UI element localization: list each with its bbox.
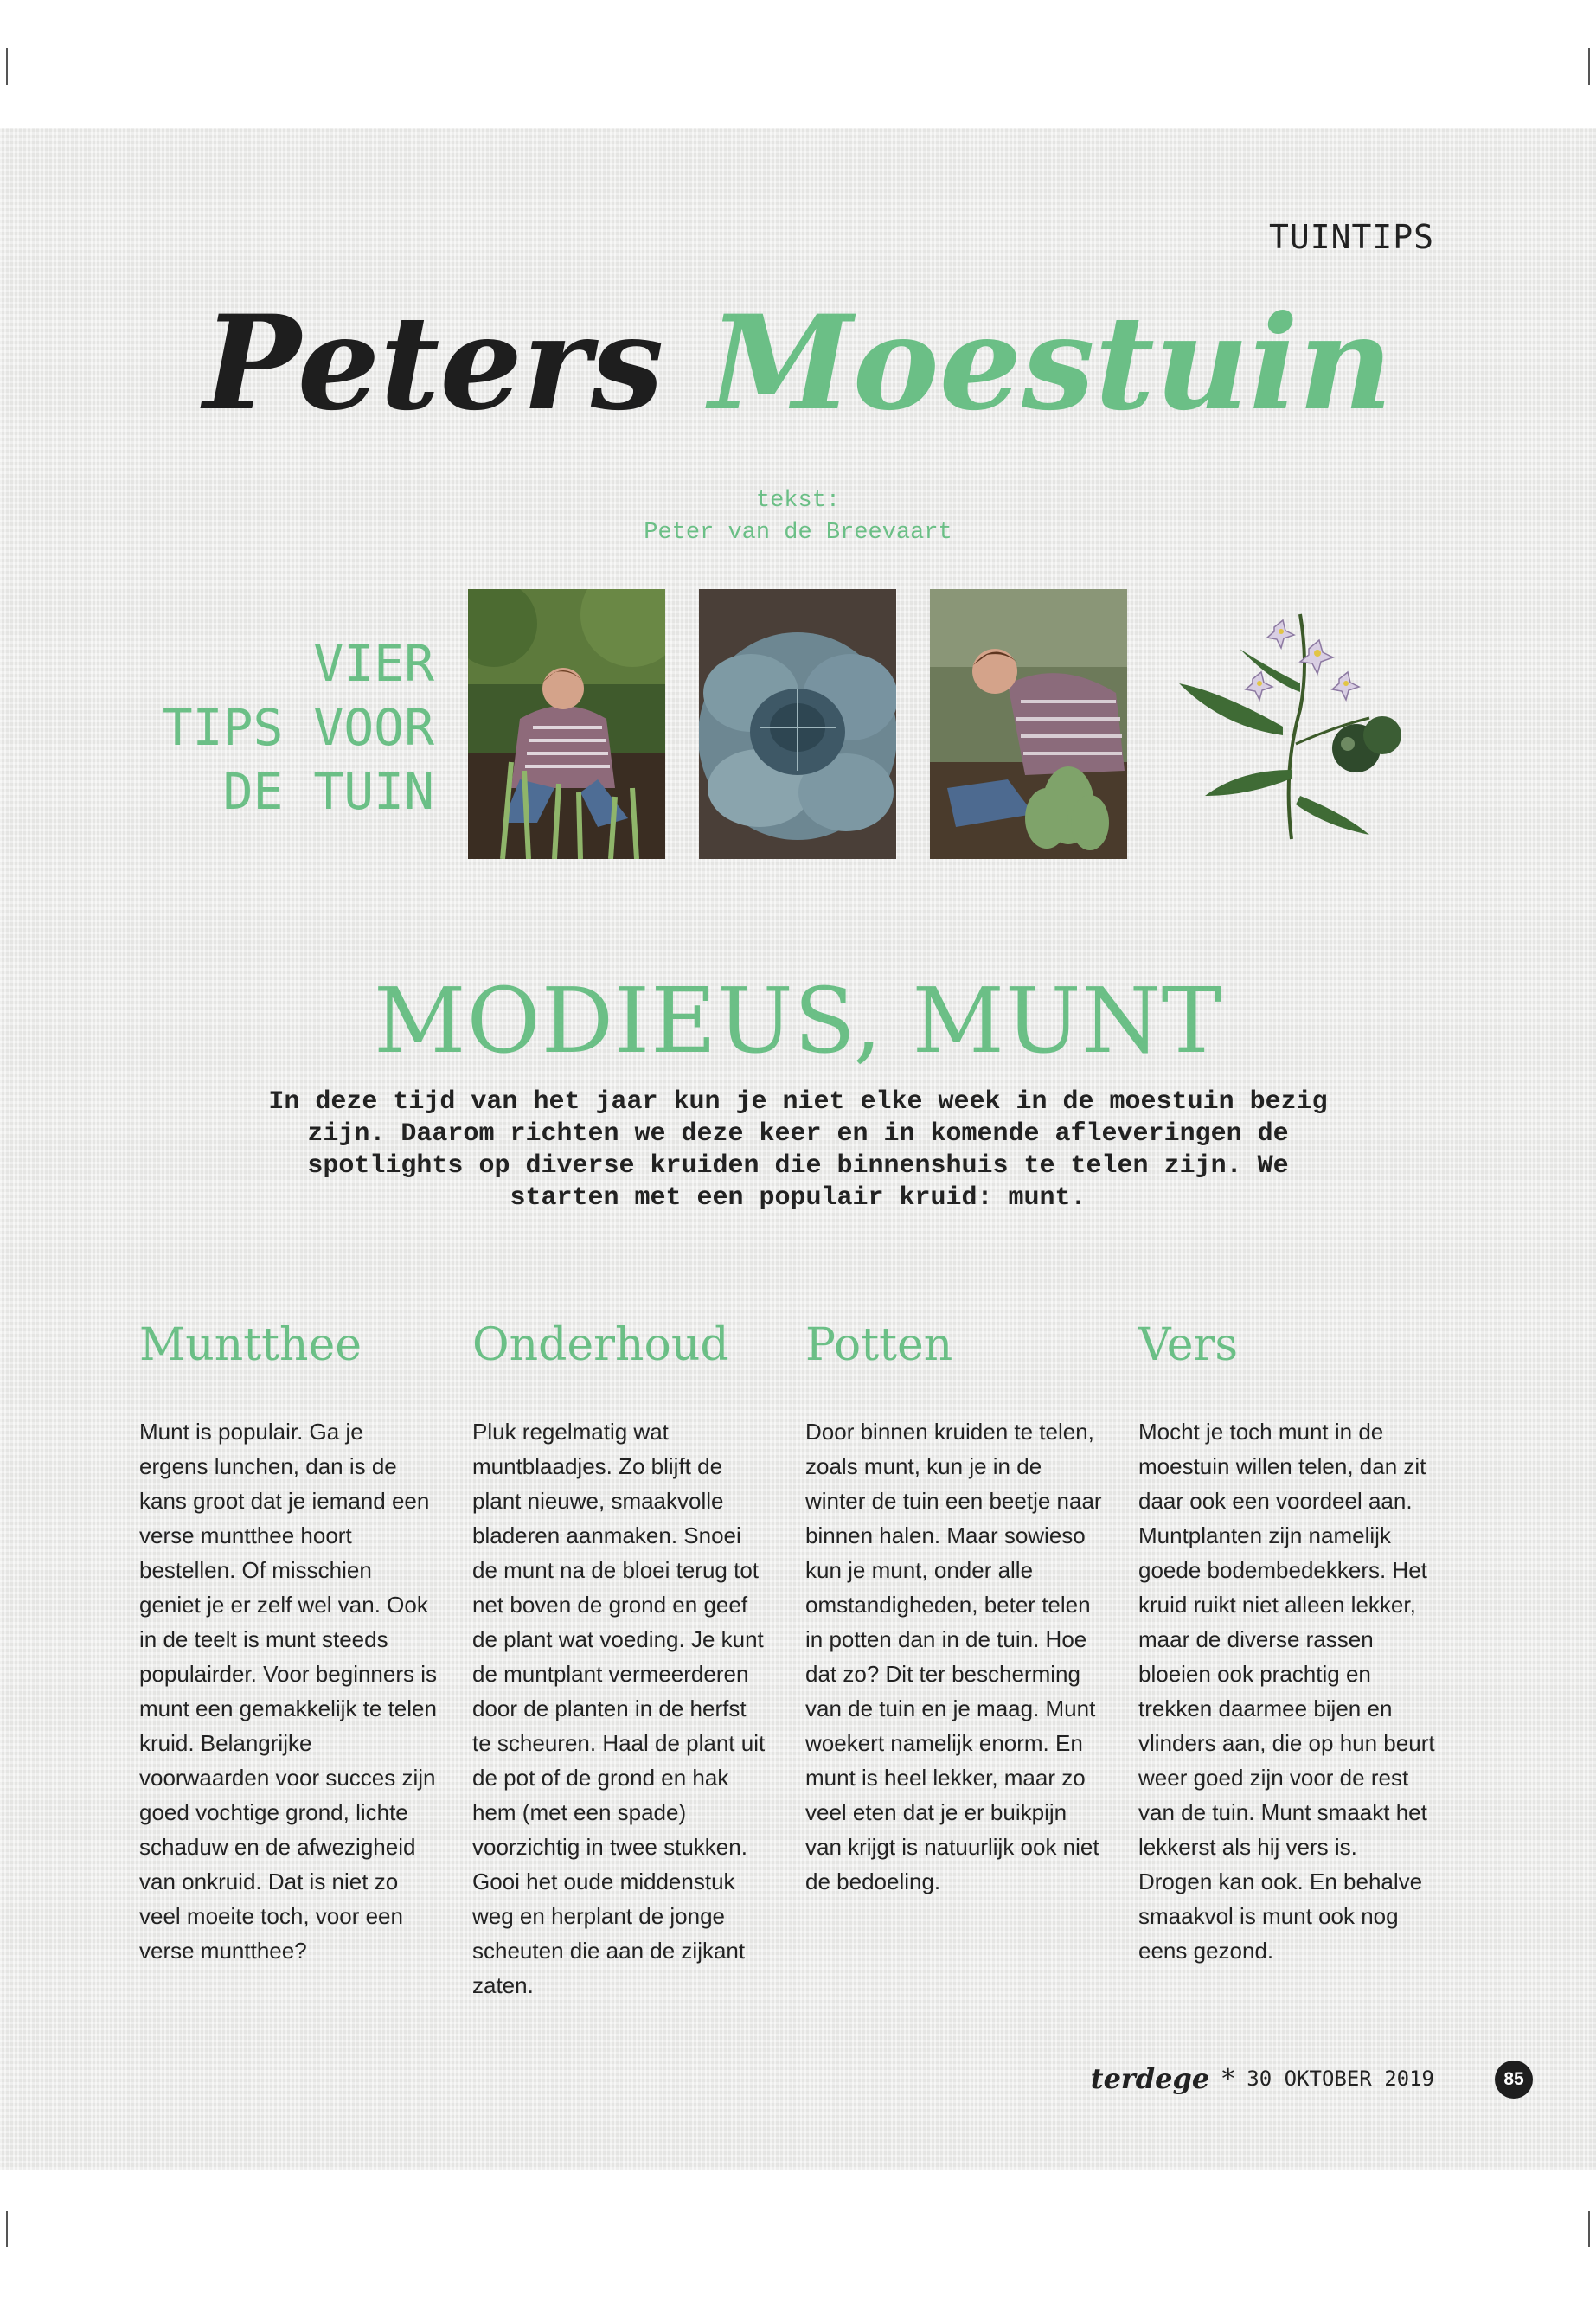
crop-mark: [1588, 48, 1590, 85]
feature-line-2: TIPS VOOR: [162, 698, 434, 757]
crop-mark: [6, 2211, 8, 2247]
column-potten: [805, 1317, 1104, 1899]
column-body: Munt is populair. Ga je ergens lunchen, dan is de kans groot dat je iemand een verse muntthee hoort bestellen. Of misschien geniet je er zelf wel van. Ook in de teelt is munt steeds populairder. Voor beginners is munt een gemakkelijk te telen kruid. Belangrijke voorwaarden voor succes zijn goed vochtige grond, lichte schaduw en de afwezigheid van onkruid. Dat is niet zo veel moeite toch, voor een verse muntthee?: [139, 1419, 438, 1964]
photo-cabbage: [699, 589, 896, 859]
page-footer: [1091, 2062, 1434, 2095]
magazine-brand: terdege: [1090, 2062, 1210, 2095]
byline: [0, 485, 1596, 549]
page-number: 85: [1495, 2061, 1533, 2099]
photo-gardener-soil: [930, 589, 1127, 859]
page-title: [0, 287, 1596, 439]
column-body: Door binnen kruiden te telen, zoals munt, kun je in de winter de tuin een beetje naar binnen halen. Maar sowieso kun je munt, onder alle omstandigheden, beter telen in potten dan in de tuin. Hoe dat zo? Dit ter bescherming van de tuin en je maag. Munt woekert namelijk enorm. En munt is heel lekker, maar zo veel eten dat je er buikpijn van krijgt is natuurlijk ook niet de bedoeling.: [805, 1419, 1102, 1894]
column-heading: Onderhoud: [472, 1319, 729, 1371]
crop-mark: [1588, 2211, 1590, 2247]
issue-date: 30 OKTOBER 2019: [1247, 2067, 1434, 2091]
section-label: TUINTIPS: [1268, 218, 1434, 256]
title-part-1: Peters: [203, 287, 664, 439]
article-headline: MODIEUS, MUNT: [374, 968, 1222, 1074]
column-body: Pluk regelmatig wat muntblaadjes. Zo blijft de plant nieuwe, smaakvolle bladeren aanmaken. Snoei de munt na de bloei terug tot net boven de grond en geef de plant wat voeding. Je kunt de muntplant vermeerderen door de planten in de herfst te scheuren. Haal de plant uit de pot of de grond en hak hem (met een spade) voorzichtig in twee stukken. Gooi het oude middenstuk weg en herplant de jonge scheuten die aan de zijkant zaten.: [472, 1419, 766, 1998]
byline-author: Peter van de Breevaart: [644, 520, 952, 546]
column-heading: Muntthee: [139, 1319, 362, 1371]
column-onderhoud: [472, 1317, 771, 2003]
botanical-illustration: [1170, 597, 1421, 848]
footer-separator: *: [1221, 2063, 1235, 2094]
feature-heading: [104, 631, 434, 824]
column-body: Mocht je toch munt in de moestuin willen telen, dan zit daar ook een voordeel aan. Muntplanten zijn namelijk goede bodembedekkers. Het kruid ruikt niet alleen lekker, maar de diverse rassen bloeien ook prachtig en trekken daarmee bijen en vlinders aan, die op hun beurt weer goed zijn voor de rest van de tuin. Munt smaakt het lekkerst als hij vers is. Drogen kan ook. En behalve smaakvol is munt ook nog eens gezond.: [1138, 1419, 1435, 1964]
feature-line-3: DE TUIN: [222, 762, 434, 821]
crop-mark: [6, 48, 8, 85]
intro-paragraph: In deze tijd van het jaar kun je niet elke week in de moestuin bezig zijn. Daarom richten we deze keer en in komende afleveringen de spotlights op diverse kruiden die binnenshuis te telen zijn. We starten met een populair kruid: munt.: [268, 1087, 1328, 1213]
byline-label: tekst:: [755, 488, 841, 514]
column-heading: Potten: [805, 1319, 953, 1371]
column-heading: Vers: [1138, 1319, 1239, 1371]
title-part-2: Moestuin: [708, 287, 1393, 439]
column-muntthee: [139, 1317, 438, 1968]
column-vers: [1138, 1317, 1437, 1968]
feature-line-1: VIER: [313, 634, 434, 693]
photo-gardener-leeks: [468, 589, 665, 859]
